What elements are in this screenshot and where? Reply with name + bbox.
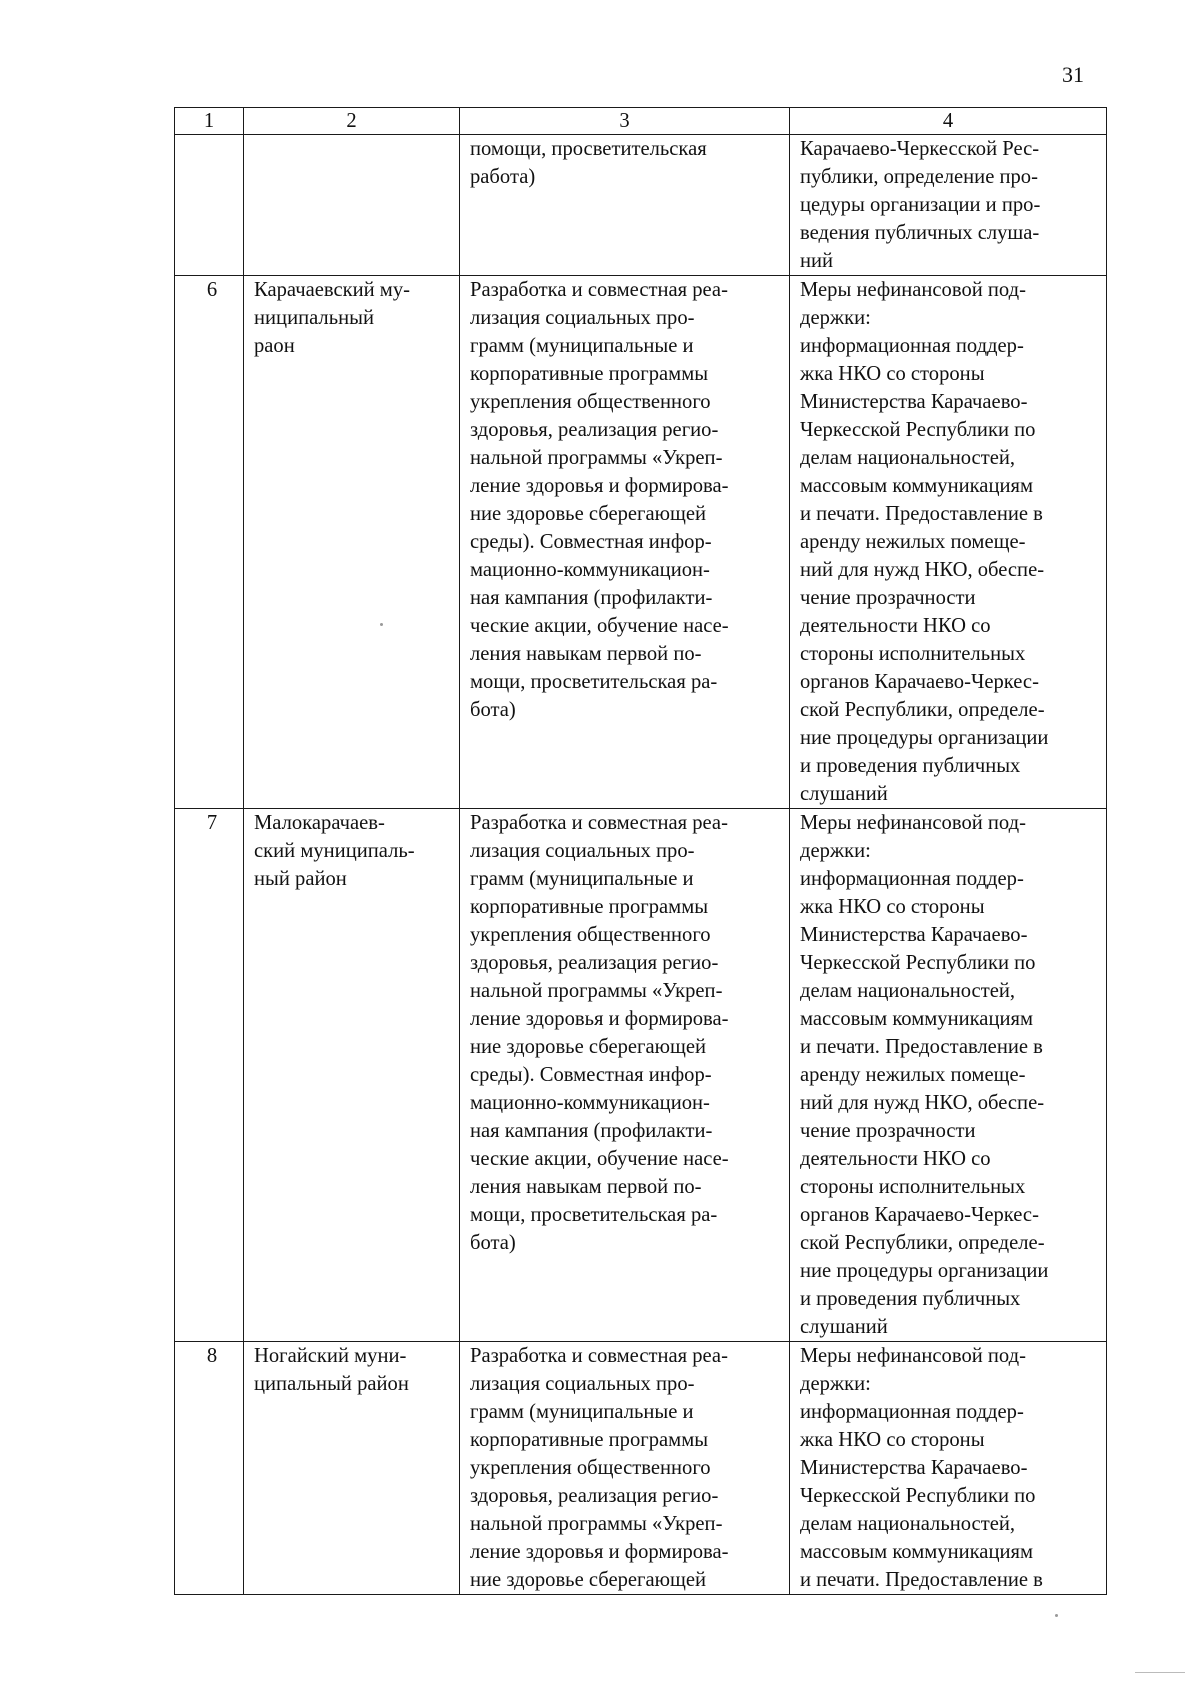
measures-table [174,107,1107,1595]
cell-text-line: слушаний [800,1316,888,1338]
row-number-cell [175,135,244,276]
cell-text-line: Министерства Карачаево- [800,924,1028,946]
cell-text-line: и печати. Предоставление в [800,1036,1043,1058]
cell-text-line: ципальный район [254,1373,409,1395]
cell-text-line: бота) [470,1232,516,1254]
cell-text-line: массовым коммуникациям [800,1008,1033,1030]
cell-text-line: Карачаевский му- [254,279,410,301]
cell-text-line: ние здоровье сберегающей [470,503,707,525]
cell-text-line: укрепления общественного [470,1457,711,1479]
cell-text-line: информационная поддер- [800,868,1024,890]
district-cell [244,135,460,276]
activity-cell [460,135,790,276]
district-cell [244,809,460,1342]
cell-text-line: жка НКО со стороны [800,896,985,918]
cell-text-line: делам национальностей, [800,980,1016,1002]
cell-text-line: органов Карачаево-Черкес- [800,671,1039,693]
cell-text-line: ная кампания (профилакти- [470,587,713,609]
cell-text-line: раон [254,335,295,357]
cell-text-line: Разработка и совместная реа- [470,1345,728,1367]
header-col-2: 2 [244,108,460,135]
cell-text-line: Черкесской Республики по [800,1485,1036,1507]
cell-text-line: стороны исполнительных [800,643,1026,665]
cell-text-line: Министерства Карачаево- [800,1457,1028,1479]
cell-text-line: Меры нефинансовой под- [800,1345,1026,1367]
table-header-row [175,108,1107,135]
cell-text-line: Черкесской Республики по [800,419,1036,441]
cell-text-line: Меры нефинансовой под- [800,812,1026,834]
table-row [175,276,1107,809]
cell-text-line: Черкесской Республики по [800,952,1036,974]
support-cell [790,135,1107,276]
cell-text-line: и проведения публичных [800,1288,1021,1310]
cell-text-line: мационно-коммуникацион- [470,1092,710,1114]
cell-text-line: Разработка и совместная реа- [470,812,728,834]
cell-text-line: деятельности НКО со [800,615,991,637]
activity-cell [460,276,790,809]
cell-text-line: ний для нужд НКО, обеспе- [800,1092,1045,1114]
cell-text-line: жка НКО со стороны [800,1429,985,1451]
cell-text-line: чение прозрачности [800,1120,976,1142]
cell-text-line: чение прозрачности [800,587,976,609]
cell-text-line: среды). Совместная инфор- [470,1064,712,1086]
cell-text-line: здоровья, реализация регио- [470,952,719,974]
cell-text-line: ный район [254,868,347,890]
cell-text-line: лизация социальных про- [470,840,695,862]
cell-text-line: делам национальностей, [800,447,1016,469]
cell-text-line: аренду нежилых помеще- [800,1064,1026,1086]
cell-text-line: деятельности НКО со [800,1148,991,1170]
scan-speck [1055,1614,1058,1617]
cell-text-line: здоровья, реализация регио- [470,1485,719,1507]
header-col-4: 4 [790,108,1107,135]
cell-text-line: ние здоровье сберегающей [470,1569,707,1591]
cell-text-line: грамм (муниципальные и [470,868,694,890]
cell-text-line: ниципальный [254,307,374,329]
row-number-cell: 8 [175,1342,244,1595]
support-cell [790,276,1107,809]
cell-text-line: и печати. Предоставление в [800,1569,1043,1591]
cell-text-line: мощи, просветительская ра- [470,1204,718,1226]
cell-text-line: Меры нефинансовой под- [800,279,1026,301]
cell-text-line: ский муниципаль- [254,840,415,862]
cell-text-line: держки: [800,1373,871,1395]
header-col-3: 3 [460,108,790,135]
cell-text-line: цедуры организации и про- [800,194,1041,216]
cell-text-line: корпоративные программы [470,1429,709,1451]
header-col-1: 1 [175,108,244,135]
scan-edge-line [1135,1672,1185,1673]
cell-text-line: среды). Совместная инфор- [470,531,712,553]
cell-text-line: ление здоровья и формирова- [470,1541,729,1563]
page-number: 31 [1062,62,1084,87]
cell-text-line: массовым коммуникациям [800,475,1033,497]
table-row [175,1342,1107,1595]
cell-text-line: нальной программы «Укреп- [470,980,723,1002]
district-cell [244,276,460,809]
cell-text-line: корпоративные программы [470,896,709,918]
cell-text-line: ний для нужд НКО, обеспе- [800,559,1045,581]
cell-text-line: делам национальностей, [800,1513,1016,1535]
cell-text-line: Министерства Карачаево- [800,391,1028,413]
cell-text-line: нальной программы «Укреп- [470,447,723,469]
cell-text-line: укрепления общественного [470,391,711,413]
cell-text-line: ние здоровье сберегающей [470,1036,707,1058]
cell-text-line: здоровья, реализация регио- [470,419,719,441]
cell-text-line: ления навыкам первой по- [470,643,702,665]
cell-text-line: ние процедуры организации [800,1260,1049,1282]
cell-text-line: слушаний [800,783,888,805]
cell-text-line: публики, определение про- [800,166,1038,188]
cell-text-line: держки: [800,840,871,862]
table-row [175,809,1107,1342]
cell-text-line: мощи, просветительская ра- [470,671,718,693]
cell-text-line: и печати. Предоставление в [800,503,1043,525]
cell-text-line: ской Республики, определе- [800,699,1045,721]
cell-text-line: массовым коммуникациям [800,1541,1033,1563]
cell-text-line: ление здоровья и формирова- [470,475,729,497]
cell-text-line: информационная поддер- [800,335,1024,357]
cell-text-line: Разработка и совместная реа- [470,279,728,301]
cell-text-line: Ногайский муни- [254,1345,407,1367]
cell-text-line: ление здоровья и формирова- [470,1008,729,1030]
scan-speck [380,623,383,626]
activity-cell [460,809,790,1342]
activity-cell [460,1342,790,1595]
cell-text-line: грамм (муниципальные и [470,335,694,357]
cell-text-line: корпоративные программы [470,363,709,385]
cell-text-line: держки: [800,307,871,329]
row-number-cell: 7 [175,809,244,1342]
cell-text-line: мационно-коммуникацион- [470,559,710,581]
cell-text-line: органов Карачаево-Черкес- [800,1204,1039,1226]
cell-text-line: ления навыкам первой по- [470,1176,702,1198]
cell-text-line: стороны исполнительных [800,1176,1026,1198]
cell-text-line: Малокарачаев- [254,812,385,834]
cell-text-line: ний [800,250,834,272]
table-row [175,135,1107,276]
cell-text-line: помощи, просветительская [470,138,707,160]
support-cell [790,809,1107,1342]
cell-text-line: бота) [470,699,516,721]
cell-text-line: ской Республики, определе- [800,1232,1045,1254]
support-cell [790,1342,1107,1595]
cell-text-line: ная кампания (профилакти- [470,1120,713,1142]
row-number-cell: 6 [175,276,244,809]
cell-text-line: грамм (муниципальные и [470,1401,694,1423]
cell-text-line: ние процедуры организации [800,727,1049,749]
cell-text-line: ческие акции, обучение насе- [470,615,729,637]
cell-text-line: лизация социальных про- [470,1373,695,1395]
district-cell [244,1342,460,1595]
cell-text-line: Карачаево-Черкесской Рес- [800,138,1040,160]
cell-text-line: ческие акции, обучение насе- [470,1148,729,1170]
cell-text-line: жка НКО со стороны [800,363,985,385]
cell-text-line: и проведения публичных [800,755,1021,777]
cell-text-line: информационная поддер- [800,1401,1024,1423]
cell-text-line: ведения публичных слуша- [800,222,1040,244]
cell-text-line: лизация социальных про- [470,307,695,329]
table-body [175,135,1107,1595]
cell-text-line: работа) [470,166,536,188]
cell-text-line: аренду нежилых помеще- [800,531,1026,553]
cell-text-line: укрепления общественного [470,924,711,946]
cell-text-line: нальной программы «Укреп- [470,1513,723,1535]
